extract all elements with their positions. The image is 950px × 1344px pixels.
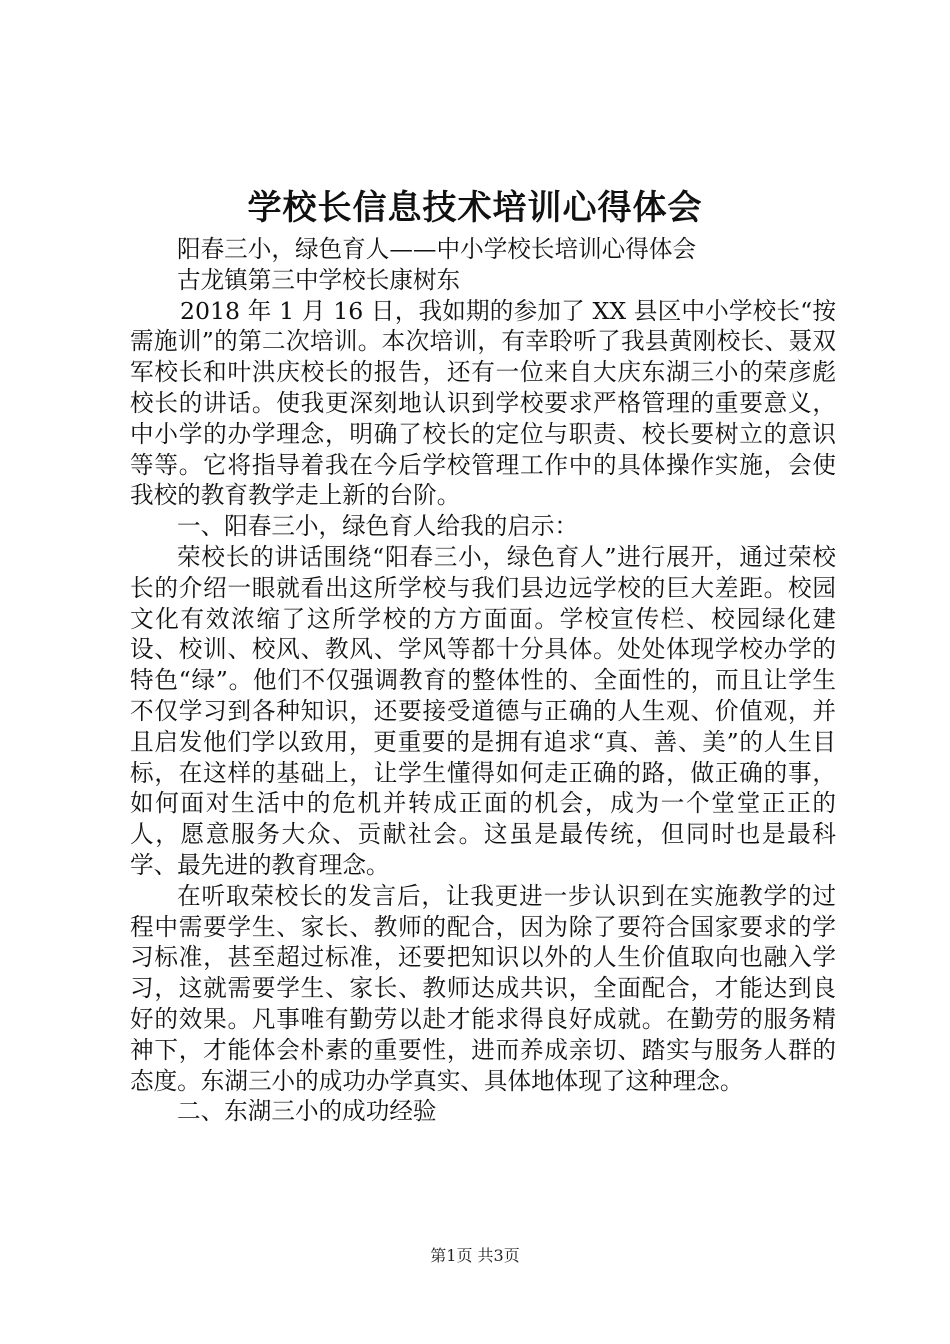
section-heading-2: 二、东湖三小的成功经验 — [177, 1097, 437, 1126]
paragraph-reflection: 在听取荣校长的发言后，让我更进一步认识到在实施教学的过程中需要学生、家长、教师的配合，因为除了要符合国家要求的学习标准，甚至超过标准，还要把知识以外的人生价值取向也融入学习，这就需要学生、家长、教师达成共识，全面配合，才能达到良好的效果。凡事唯有勤劳以赴才能求得良好成就。在勤劳的服务精神下，才能体会朴素的重要性，进而养成亲切、踏实与服务人群的态度。东湖三小的成功办学真实、具体地体现了这种理念。 — [130, 881, 836, 1095]
document-title: 学校长信息技术培训心得体会 — [247, 188, 703, 228]
document-body — [130, 234, 836, 1127]
paragraph-section-1: 荣校长的讲话围绕“阳春三小，绿色育人”进行展开，通过荣校长的介绍一眼就看出这所学校与我们县边远学校的巨大差距。校园文化有效浓缩了这所学校的方方面面。学校宣传栏、校园绿化建设、校训、校风、教风、学风等都十分具体。处处体现学校办学的特色“绿”。他们不仅强调教育的整体性的、全面性的，而且让学生不仅学习到各种知识，还要接受道德与正确的人生观、价值观，并且启发他们学以致用，更重要的是拥有追求“真、善、美”的人生目标，在这样的基础上，让学生懂得如何走正确的路，做正确的事，如何面对生活中的危机并转成正面的机会，成为一个堂堂正正的人，愿意服务大众、贡献社会。这虽是最传统，但同时也是最科学、最先进的教育理念。 — [130, 542, 836, 879]
author-line: 古龙镇第三中学校长康树东 — [177, 265, 461, 294]
section-heading-1: 一、阳春三小，绿色育人给我的启示： — [177, 512, 579, 541]
paragraph-intro: 2018 年 1 月 16 日，我如期的参加了 XX 县区中小学校长“按需施训”的第二次培训。本次培训，有幸聆听了我县黄刚校长、聂双军校长和叶洪庆校长的报告，还有一位来自大庆东湖三小的荣彦彪校长的讲话。使我更深刻地认识到学校要求严格管理的重要意义，中小学的办学理念，明确了校长的定位与职责、校长要树立的意识等等。它将指导着我在今后学校管理工作中的具体操作实施，会使我校的教育教学走上新的台阶。 — [130, 296, 836, 510]
page-footer: 第1页 共3页 — [430, 1246, 520, 1265]
subtitle-line: 阳春三小，绿色育人——中小学校长培训心得体会 — [177, 235, 697, 263]
